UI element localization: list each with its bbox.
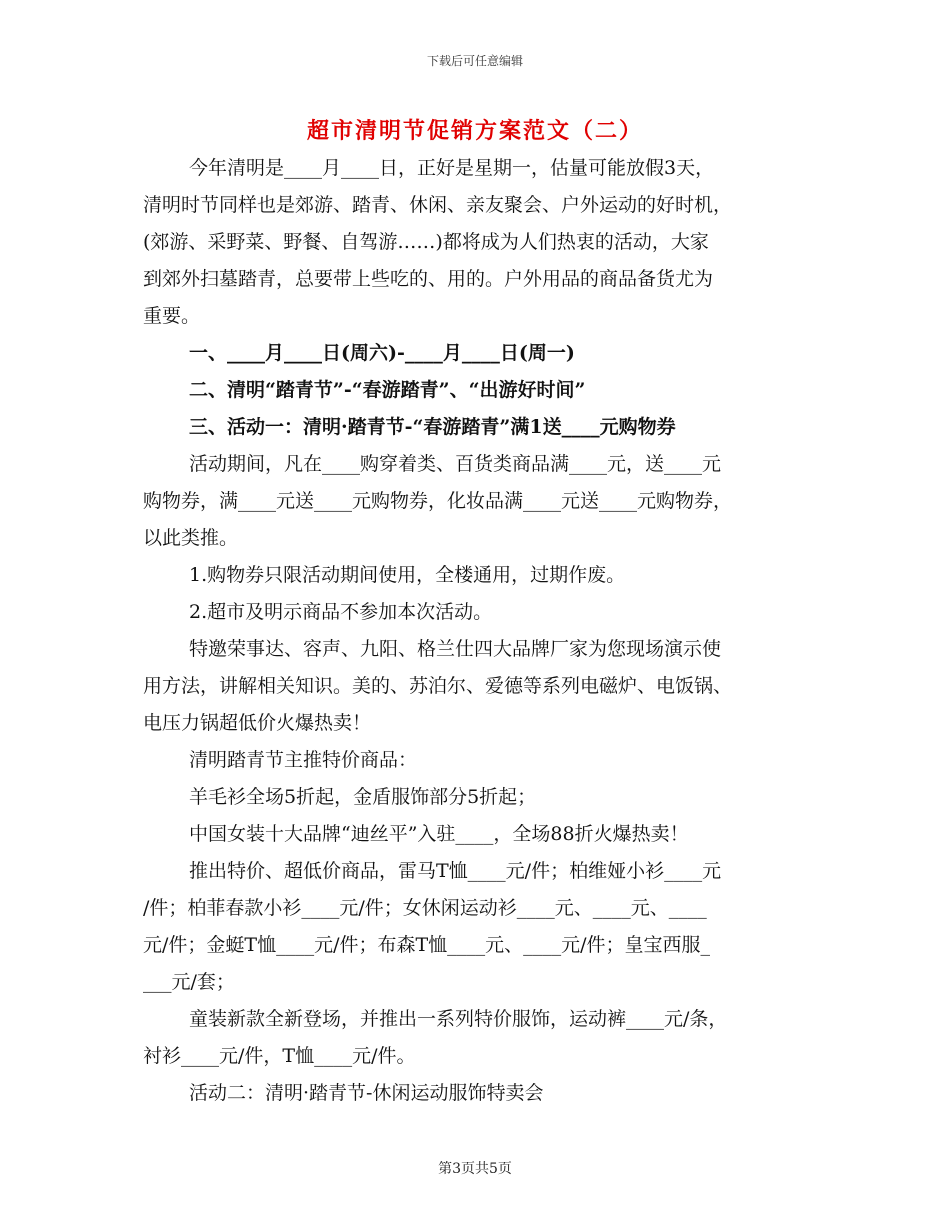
- specials-line: 元/件；金蜓T恤____元/件；布森T恤____元、____元/件；皇宝西服_: [143, 934, 711, 956]
- invite-line: 用方法，讲解相关知识。美的、苏泊尔、爱德等系列电磁炉、电饭锅、: [143, 675, 733, 697]
- section-heading-theme: 二、清明“踏青节”-“春游踏青”、“出游好时间”: [189, 379, 586, 401]
- kids-line: 童装新款全新登场，并推出一系列特价服饰，运动裤____元/条，: [189, 1008, 728, 1030]
- invite-line: 电压力锅超低价火爆热卖！: [143, 712, 372, 734]
- page-footer-number: 第3页共5页: [438, 1161, 512, 1177]
- specials-line: /件；柏菲春款小衫____元/件；女休闲运动衫____元、____元、____: [143, 897, 707, 919]
- activity-period-line: 活动期间，凡在____购穿着类、百货类商品满____元，送____元: [189, 453, 722, 475]
- specials-line: 推出特价、超低价商品，雷马T恤____元/件；柏维娅小衫____元: [189, 860, 722, 882]
- featured-heading: 清明踏青节主推特价商品：: [189, 749, 418, 771]
- rule-item: 1.购物券只限活动期间使用，全楼通用，过期作废。: [189, 564, 626, 586]
- intro-line: 今年清明是____月____日，正好是星期一，估量可能放假3天，: [189, 157, 715, 179]
- section-heading-activity-one: 三、活动一：清明·踏青节-“春游踏青”满1送____元购物券: [189, 416, 676, 438]
- page-header-note: 下载后可任意编辑: [426, 54, 523, 68]
- intro-line: 到郊外扫墓踏青，总要带上些吃的、用的。户外用品的商品备货尤为: [143, 268, 714, 290]
- rule-item: 2.超市及明示商品不参加本次活动。: [189, 601, 493, 623]
- intro-line: 清明时节同样也是郊游、踏青、休闲、亲友聚会、户外运动的好时机，: [143, 194, 733, 216]
- activity-two-heading: 活动二：清明·踏青节-休闲运动服饰特卖会: [189, 1082, 544, 1104]
- activity-period-line: 以此类推。: [143, 527, 239, 549]
- intro-line: 重要。: [143, 305, 201, 327]
- document-body: [143, 150, 805, 1112]
- specials-line: ___元/套；: [143, 971, 235, 993]
- document-title: 超市清明节促销方案范文（二）: [306, 118, 643, 144]
- section-heading-dates: 一、____月____日(周六)-____月____日(周一): [189, 342, 575, 364]
- activity-period-line: 购物券，满____元送____元购物券，化妆品满____元送____元购物券，: [143, 490, 733, 512]
- invite-line: 特邀荣事达、容声、九阳、格兰仕四大品牌厂家为您现场演示使: [189, 638, 722, 660]
- intro-line: (郊游、采野菜、野餐、自驾游……)都将成为人们热衷的活动，大家: [143, 231, 709, 253]
- brand-offer: 中国女装十大品牌“迪丝平”入驻____，全场88折火爆热卖！: [189, 823, 689, 845]
- sweater-offer: 羊毛衫全场5折起，金盾服饰部分5折起；: [189, 786, 537, 808]
- kids-line: 衬衫____元/件，T恤____元/件。: [143, 1045, 416, 1067]
